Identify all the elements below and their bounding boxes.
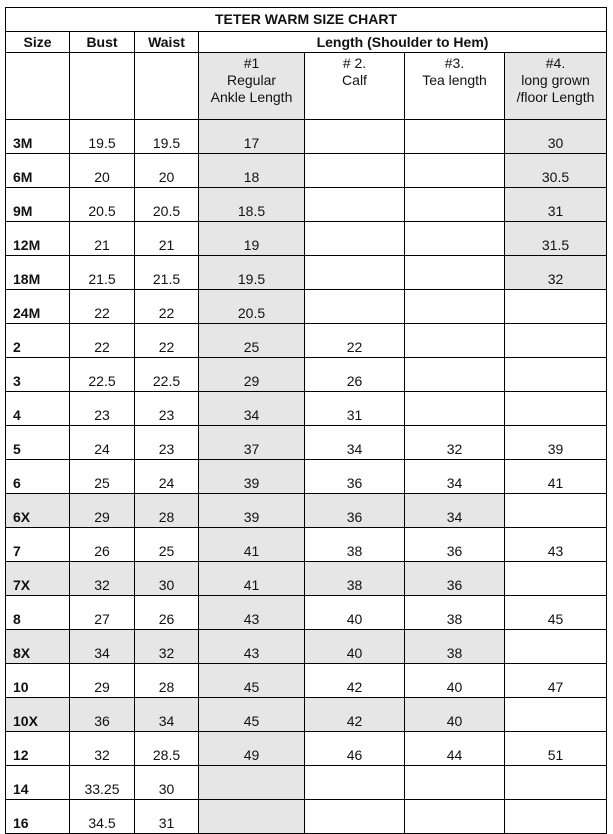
length-1-header-line: Regular [226,72,277,88]
length-1-cell: 41 [199,528,305,562]
length-1-header-line: #1 [243,55,260,71]
size-cell: 6 [6,460,70,494]
length-2-cell: 22 [305,324,405,358]
table-row [6,256,607,290]
table-row [6,596,607,630]
waist-cell: 22 [135,290,199,324]
bust-header: Bust [70,32,135,53]
size-rows [6,120,607,834]
table-row [6,392,607,426]
waist-cell: 23 [135,392,199,426]
bust-cell: 22.5 [70,358,135,392]
length-4-cell: 51 [505,732,607,766]
size-cell: 3 [6,358,70,392]
waist-cell: 22.5 [135,358,199,392]
size-cell: 8 [6,596,70,630]
length-2-cell [305,256,405,290]
table-row [6,800,607,834]
waist-cell: 21 [135,222,199,256]
length-1-cell: 43 [199,596,305,630]
length-4-cell: 31 [505,188,607,222]
waist-cell: 22 [135,324,199,358]
bust-cell: 20 [70,154,135,188]
length-2-header [305,53,405,120]
bust-cell: 27 [70,596,135,630]
length-3-cell [405,358,505,392]
length-3-cell: 44 [405,732,505,766]
size-cell: 5 [6,426,70,460]
length-1-header [199,53,305,120]
size-cell: 8X [6,630,70,664]
chart-title: TETER WARM SIZE CHART [6,8,607,32]
table-row [6,562,607,596]
length-3-cell: 34 [405,494,505,528]
length-2-cell [305,766,405,800]
waist-cell: 26 [135,596,199,630]
waist-cell: 34 [135,698,199,732]
length-1-cell: 18 [199,154,305,188]
length-2-cell [305,154,405,188]
table-row [6,426,607,460]
waist-cell: 25 [135,528,199,562]
length-3-cell [405,324,505,358]
length-2-cell: 40 [305,630,405,664]
size-cell: 14 [6,766,70,800]
length-2-cell [305,222,405,256]
size-cell: 10X [6,698,70,732]
bust-cell: 19.5 [70,120,135,154]
length-1-cell: 49 [199,732,305,766]
length-3-cell [405,392,505,426]
length-3-header-line: #3. [444,55,465,71]
table-row [6,766,607,800]
length-3-cell: 40 [405,664,505,698]
length-4-cell: 41 [505,460,607,494]
length-3-cell: 32 [405,426,505,460]
waist-cell: 30 [135,562,199,596]
length-3-cell [405,154,505,188]
size-cell: 12M [6,222,70,256]
table-row [6,732,607,766]
waist-cell: 24 [135,460,199,494]
waist-header: Waist [135,32,199,53]
size-cell: 7X [6,562,70,596]
length-3-cell: 36 [405,562,505,596]
size-cell: 12 [6,732,70,766]
length-4-cell [505,392,607,426]
length-1-cell: 29 [199,358,305,392]
length-2-cell: 26 [305,358,405,392]
length-2-cell [305,120,405,154]
length-1-cell: 37 [199,426,305,460]
size-cell: 2 [6,324,70,358]
length-4-cell [505,358,607,392]
waist-cell: 30 [135,766,199,800]
size-cell: 10 [6,664,70,698]
length-3-cell: 40 [405,698,505,732]
length-1-cell: 17 [199,120,305,154]
waist-cell: 23 [135,426,199,460]
length-2-cell: 38 [305,562,405,596]
length-3-cell [405,256,505,290]
length-4-cell [505,630,607,664]
length-4-cell: 32 [505,256,607,290]
length-2-cell: 31 [305,392,405,426]
length-2-cell: 40 [305,596,405,630]
length-4-cell: 31.5 [505,222,607,256]
bust-cell: 21 [70,222,135,256]
length-2-cell: 42 [305,698,405,732]
length-3-cell [405,290,505,324]
length-2-cell: 42 [305,664,405,698]
length-4-header-line: /floor Length [516,89,595,105]
table-row [6,222,607,256]
bust-cell: 32 [70,562,135,596]
table-row [6,664,607,698]
length-3-cell [405,120,505,154]
length-4-header-line: #4. [545,55,566,71]
length-4-cell: 43 [505,528,607,562]
bust-cell: 25 [70,460,135,494]
size-cell: 9M [6,188,70,222]
waist-cell: 20.5 [135,188,199,222]
length-4-cell: 30 [505,120,607,154]
table-row [6,154,607,188]
length-4-cell [505,800,607,834]
length-4-cell [505,562,607,596]
length-1-cell: 39 [199,494,305,528]
table-row [6,630,607,664]
table-row [6,358,607,392]
length-2-header-line: # 2. [342,55,367,71]
length-3-cell: 34 [405,460,505,494]
length-1-cell: 20.5 [199,290,305,324]
length-4-cell: 39 [505,426,607,460]
size-cell: 24M [6,290,70,324]
length-1-header-line: Ankle Length [210,89,293,105]
size-cell: 7 [6,528,70,562]
length-2-header-line: Calf [342,72,367,88]
waist-subheader-empty [135,53,199,120]
length-3-cell [405,222,505,256]
length-4-header-line: long grown [521,72,590,88]
length-2-cell [305,290,405,324]
table-row [6,494,607,528]
bust-cell: 22 [70,324,135,358]
length-4-cell [505,766,607,800]
length-group-header: Length (Shoulder to Hem) [199,32,607,53]
length-4-cell: 30.5 [505,154,607,188]
length-1-cell: 34 [199,392,305,426]
table-row [6,120,607,154]
size-header: Size [6,32,70,53]
size-chart-table [5,7,607,834]
length-3-cell [405,766,505,800]
length-1-cell: 19 [199,222,305,256]
bust-subheader-empty [70,53,135,120]
length-1-cell: 41 [199,562,305,596]
length-2-cell [305,800,405,834]
length-3-cell: 36 [405,528,505,562]
length-2-cell: 34 [305,426,405,460]
length-2-cell [305,188,405,222]
size-cell: 18M [6,256,70,290]
waist-cell: 31 [135,800,199,834]
waist-cell: 28 [135,494,199,528]
length-2-cell: 36 [305,460,405,494]
bust-cell: 34.5 [70,800,135,834]
table-row [6,460,607,494]
length-1-cell: 25 [199,324,305,358]
table-row [6,528,607,562]
length-2-cell: 36 [305,494,405,528]
table-row [6,290,607,324]
bust-cell: 21.5 [70,256,135,290]
length-4-cell [505,324,607,358]
length-1-cell: 39 [199,460,305,494]
waist-cell: 20 [135,154,199,188]
length-2-cell: 38 [305,528,405,562]
length-3-cell [405,800,505,834]
bust-cell: 33.25 [70,766,135,800]
size-cell: 16 [6,800,70,834]
waist-cell: 19.5 [135,120,199,154]
bust-cell: 20.5 [70,188,135,222]
bust-cell: 24 [70,426,135,460]
table-row [6,698,607,732]
length-1-cell: 19.5 [199,256,305,290]
bust-cell: 23 [70,392,135,426]
length-4-cell: 45 [505,596,607,630]
bust-cell: 32 [70,732,135,766]
length-3-header-line: Tea length [422,72,487,88]
length-3-cell: 38 [405,596,505,630]
length-3-header [405,53,505,120]
length-4-cell [505,698,607,732]
waist-cell: 32 [135,630,199,664]
length-1-cell: 45 [199,664,305,698]
length-2-cell: 46 [305,732,405,766]
bust-cell: 22 [70,290,135,324]
bust-cell: 29 [70,494,135,528]
length-3-cell: 38 [405,630,505,664]
size-cell: 6X [6,494,70,528]
length-1-cell: 18.5 [199,188,305,222]
bust-cell: 26 [70,528,135,562]
bust-cell: 29 [70,664,135,698]
length-4-cell [505,494,607,528]
size-cell: 6M [6,154,70,188]
length-4-cell: 47 [505,664,607,698]
table-row [6,188,607,222]
length-1-cell: 45 [199,698,305,732]
length-1-cell [199,800,305,834]
size-subheader-empty [6,53,70,120]
size-cell: 4 [6,392,70,426]
waist-cell: 21.5 [135,256,199,290]
length-3-cell [405,188,505,222]
waist-cell: 28.5 [135,732,199,766]
length-1-cell [199,766,305,800]
waist-cell: 28 [135,664,199,698]
length-4-header [505,53,607,120]
length-1-cell: 43 [199,630,305,664]
length-4-cell [505,290,607,324]
bust-cell: 34 [70,630,135,664]
size-cell: 3M [6,120,70,154]
table-row [6,324,607,358]
bust-cell: 36 [70,698,135,732]
